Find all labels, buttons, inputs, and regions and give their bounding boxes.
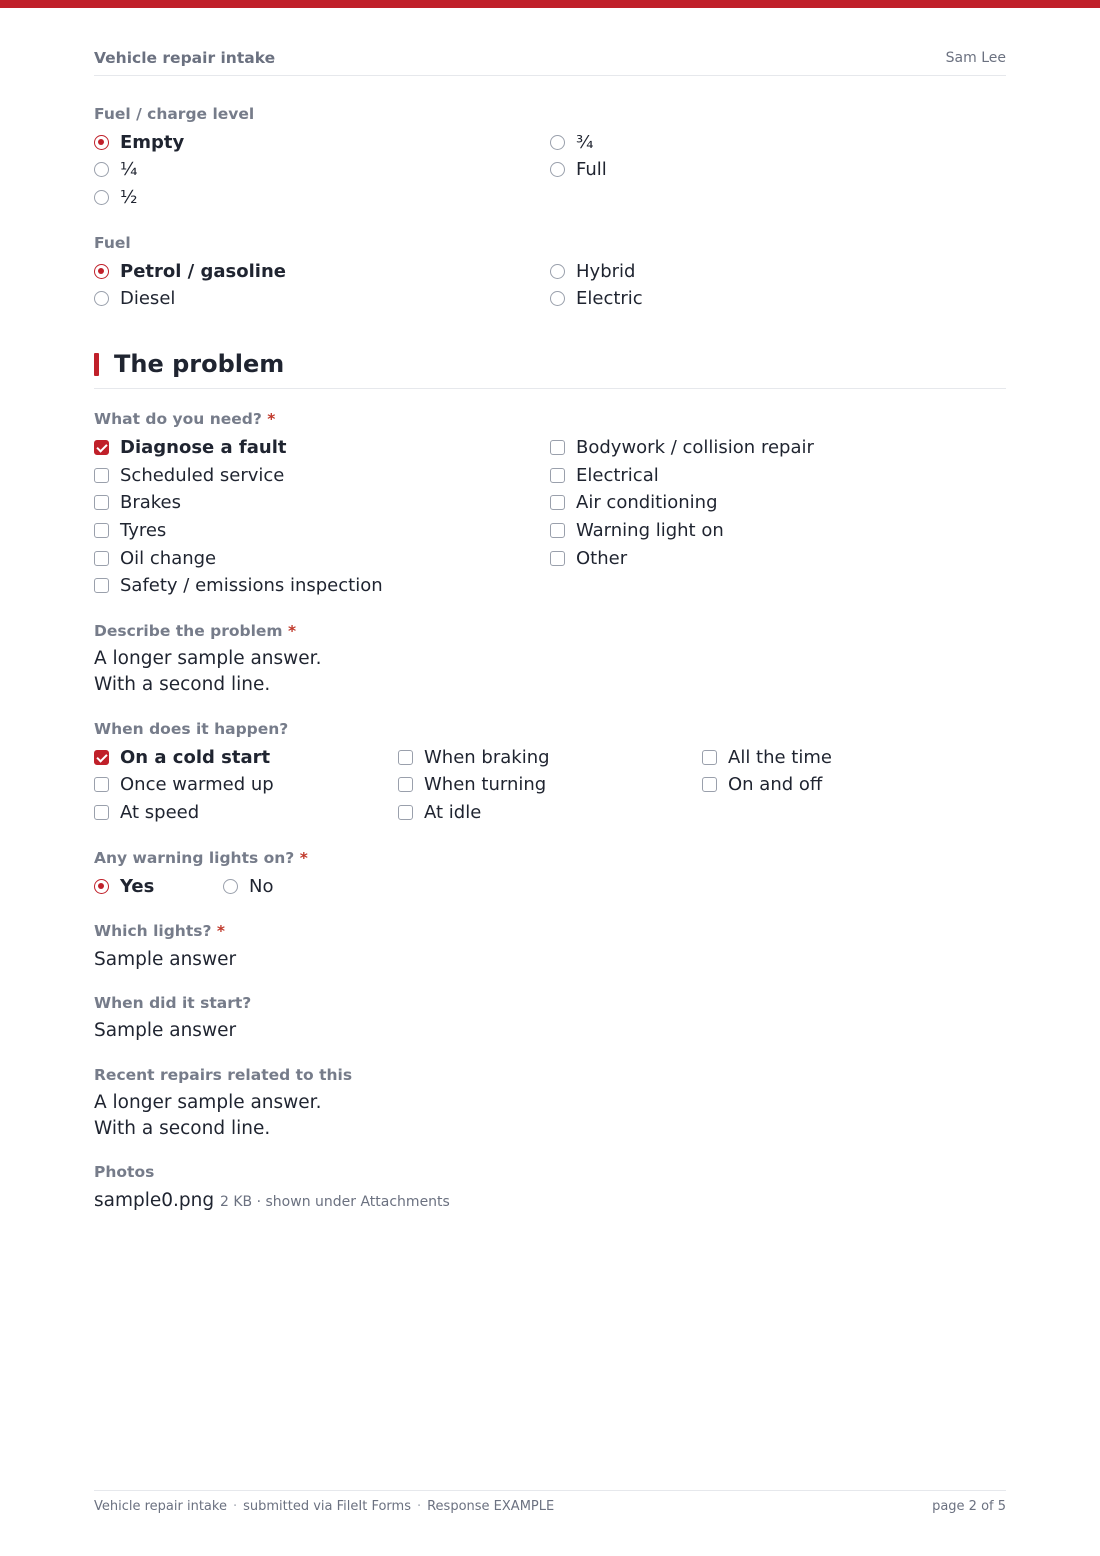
which-lights-label (94, 922, 225, 940)
checkbox-icon (94, 551, 109, 566)
need-label-text: What do you need? (94, 410, 262, 428)
page-footer (94, 1490, 1006, 1520)
required-mark: * (287, 622, 297, 640)
fuel-option[interactable] (550, 259, 635, 283)
radio-selected-icon (94, 879, 109, 894)
option-label: Warning light on (576, 519, 724, 541)
option-label: Petrol / gasoline (120, 260, 286, 282)
when-option[interactable] (398, 800, 481, 824)
option-label: All the time (728, 746, 832, 768)
required-mark: * (216, 922, 225, 940)
which-lights-answer: Sample answer (94, 949, 237, 970)
file-name: sample0.png (94, 1190, 215, 1211)
footer-response: Response EXAMPLE (427, 1499, 555, 1514)
user-name: Sam Lee (945, 50, 1006, 66)
answer-line: With a second line. (94, 1118, 271, 1139)
checkbox-icon (94, 578, 109, 593)
option-label: No (249, 875, 274, 897)
radio-icon (94, 190, 109, 205)
checkbox-icon (550, 468, 565, 483)
checkbox-icon (550, 440, 565, 455)
answer-line: A longer sample answer. (94, 648, 322, 669)
radio-icon (94, 291, 109, 306)
option-label: On and off (728, 773, 823, 795)
describe-label-text: Describe the problem (94, 622, 283, 640)
option-label: ½ (120, 186, 138, 208)
radio-icon (94, 162, 109, 177)
when-label: When does it happen? (94, 720, 289, 738)
radio-icon (550, 162, 565, 177)
option-label: Safety / emissions inspection (120, 574, 383, 596)
when-option[interactable] (94, 800, 199, 824)
section-accent-bar (94, 353, 99, 376)
need-option[interactable] (94, 573, 383, 597)
need-option[interactable] (550, 546, 627, 570)
option-label: Once warmed up (120, 773, 274, 795)
checkbox-icon (398, 777, 413, 792)
need-option[interactable] (550, 463, 659, 487)
need-option[interactable] (550, 435, 814, 459)
checkbox-icon (702, 777, 717, 792)
recent-repairs-label: Recent repairs related to this (94, 1066, 353, 1084)
which-lights-label-text: Which lights? (94, 922, 212, 940)
checkbox-icon (550, 551, 565, 566)
warning-lights-label-text: Any warning lights on? (94, 849, 295, 867)
footer-form-name: Vehicle repair intake (94, 1499, 227, 1514)
section-header (94, 348, 1006, 389)
checkbox-icon (94, 468, 109, 483)
footer-separator: · (232, 1499, 238, 1514)
need-option[interactable] (94, 490, 181, 514)
photos-label: Photos (94, 1163, 155, 1181)
page-header (94, 48, 1006, 76)
when-start-label: When did it start? (94, 994, 252, 1012)
option-label: Brakes (120, 491, 182, 513)
option-label: Full (576, 158, 607, 180)
fuel-level-label: Fuel / charge level (94, 105, 255, 123)
option-label: On a cold start (120, 746, 271, 768)
option-label: Bodywork / collision repair (576, 436, 814, 458)
fuel-level-option[interactable] (94, 185, 137, 209)
option-label: Diagnose a fault (120, 436, 287, 458)
checkbox-icon (94, 777, 109, 792)
answer-line: With a second line. (94, 674, 271, 695)
option-label: At idle (424, 801, 482, 823)
radio-icon (550, 135, 565, 150)
when-option[interactable] (398, 745, 550, 769)
option-label: Other (576, 547, 628, 569)
footer-submitted: submitted via FileIt Forms (243, 1499, 411, 1514)
fuel-option[interactable] (94, 259, 286, 283)
fuel-label: Fuel (94, 234, 131, 252)
option-label: Hybrid (576, 260, 636, 282)
when-option[interactable] (702, 772, 822, 796)
option-label: Air conditioning (576, 491, 718, 513)
option-label: ¼ (120, 158, 138, 180)
section-title: The problem (114, 350, 285, 378)
checkbox-icon (94, 805, 109, 820)
when-option[interactable] (94, 772, 274, 796)
checkbox-icon (94, 523, 109, 538)
describe-label (94, 622, 296, 640)
option-label: Scheduled service (120, 464, 285, 486)
option-label: Diesel (120, 287, 176, 309)
option-label: Electrical (576, 464, 659, 486)
radio-icon (223, 879, 238, 894)
when-start-answer: Sample answer (94, 1020, 237, 1041)
checkbox-icon (702, 750, 717, 765)
form-title: Vehicle repair intake (94, 49, 276, 67)
option-label: Oil change (120, 547, 217, 569)
need-option[interactable] (550, 518, 724, 542)
need-option[interactable] (550, 490, 718, 514)
footer-separator: · (416, 1499, 422, 1514)
checkbox-checked-icon (94, 440, 109, 455)
fuel-level-option[interactable] (550, 157, 607, 181)
fuel-level-option[interactable] (94, 130, 184, 154)
need-option[interactable] (94, 435, 287, 459)
checkbox-checked-icon (94, 750, 109, 765)
radio-icon (550, 264, 565, 279)
when-option[interactable] (702, 745, 832, 769)
radio-selected-icon (94, 135, 109, 150)
fuel-level-option[interactable] (94, 157, 137, 181)
need-option[interactable] (94, 546, 216, 570)
option-label: ¾ (576, 131, 594, 153)
required-mark: * (299, 849, 308, 867)
warning-lights-option[interactable] (94, 874, 154, 898)
photo-attachment[interactable] (94, 1188, 450, 1215)
option-label: At speed (120, 801, 200, 823)
recent-repairs-answer (94, 1090, 321, 1142)
radio-icon (550, 291, 565, 306)
option-label: When turning (424, 773, 547, 795)
option-label: Tyres (120, 519, 167, 541)
when-option[interactable] (398, 772, 546, 796)
fuel-option[interactable] (550, 286, 643, 310)
required-mark: * (267, 410, 276, 428)
option-label: Empty (120, 131, 185, 153)
option-label: When braking (424, 746, 550, 768)
file-meta: 2 KB · shown under Attachments (220, 1194, 450, 1210)
warning-lights-label (94, 849, 308, 867)
need-label (94, 410, 275, 428)
footer-info (94, 1499, 554, 1514)
top-accent-bar (0, 0, 1100, 8)
option-label: Yes (120, 875, 155, 897)
warning-lights-option[interactable] (223, 874, 273, 898)
fuel-option[interactable] (94, 286, 175, 310)
need-option[interactable] (94, 518, 166, 542)
when-option[interactable] (94, 745, 270, 769)
answer-line: A longer sample answer. (94, 1092, 322, 1113)
fuel-level-option[interactable] (550, 130, 593, 154)
describe-answer (94, 646, 321, 698)
checkbox-icon (550, 495, 565, 510)
checkbox-icon (550, 523, 565, 538)
option-label: Electric (576, 287, 643, 309)
radio-selected-icon (94, 264, 109, 279)
checkbox-icon (94, 495, 109, 510)
checkbox-icon (398, 805, 413, 820)
need-option[interactable] (94, 463, 284, 487)
checkbox-icon (398, 750, 413, 765)
page-number: page 2 of 5 (932, 1499, 1006, 1514)
